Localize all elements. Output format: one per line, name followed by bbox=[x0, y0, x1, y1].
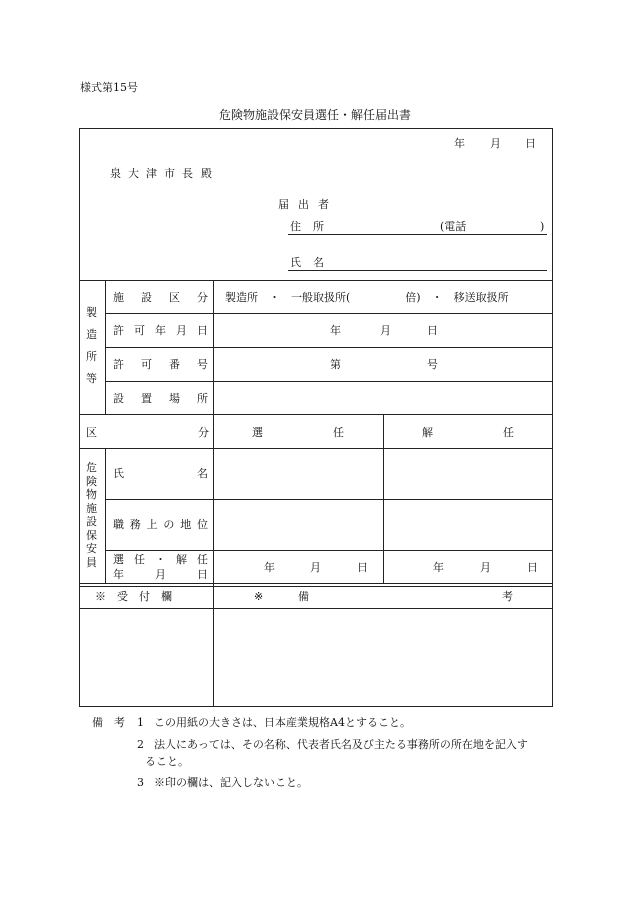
note-2-text: 法人にあっては、その名称、代表者氏名及び主たる事務所の所在地を記入す bbox=[154, 738, 528, 751]
note-3-number: 3 bbox=[137, 776, 144, 789]
classification-label: 施 設 区 分 bbox=[113, 291, 208, 304]
note-2-number: 2 bbox=[137, 738, 144, 751]
remarks-label-2: 考 bbox=[502, 590, 513, 603]
permit-number-label: 許 可 番 号 bbox=[113, 358, 208, 371]
division-label-left: 区 bbox=[86, 426, 97, 439]
reception-label: ※ 受 付 欄 bbox=[95, 590, 172, 603]
note-3-text: ※印の欄は、記入しないこと。 bbox=[154, 776, 308, 789]
dismiss-year: 年 bbox=[433, 561, 444, 574]
notifier-label: 届出者 bbox=[278, 198, 338, 211]
permit-date-year: 年 bbox=[330, 324, 341, 337]
classification-value: 製造所 ・ 一般取扱所( 倍) ・ 移送取扱所 bbox=[225, 291, 509, 304]
address-label: 住所 bbox=[290, 220, 336, 233]
phone-label: (電話 bbox=[440, 220, 467, 233]
date-label-line1: 選 任 ・ 解 任 bbox=[113, 553, 208, 566]
name-label: 氏名 bbox=[290, 256, 336, 269]
honorific: 殿 bbox=[201, 167, 212, 180]
addressee: 泉大津市長 bbox=[110, 167, 200, 180]
division-label-right: 分 bbox=[198, 426, 209, 439]
permit-date-day: 日 bbox=[427, 324, 438, 337]
personnel-group-label: 危険物施設保安員 bbox=[86, 461, 97, 569]
permit-date-month: 月 bbox=[380, 324, 391, 337]
appointment-label: 選 任 bbox=[252, 426, 344, 439]
remarks-label: 備 bbox=[298, 590, 309, 603]
note-1-text: この用紙の大きさは、日本産業規格A4とすること。 bbox=[154, 716, 411, 729]
appoint-month: 月 bbox=[310, 561, 321, 574]
appoint-day: 日 bbox=[357, 561, 368, 574]
form-number: 様式第15号 bbox=[80, 81, 138, 94]
dismiss-month: 月 bbox=[480, 561, 491, 574]
dismiss-day: 日 bbox=[527, 561, 538, 574]
appoint-year: 年 bbox=[264, 561, 275, 574]
phone-close: ) bbox=[540, 220, 545, 233]
date-label-line2: 年 月 日 bbox=[113, 568, 208, 581]
position-label: 職 務 上 の 地 位 bbox=[113, 518, 208, 531]
date-month-label: 月 bbox=[490, 137, 501, 150]
location-label: 設 置 場 所 bbox=[113, 392, 208, 405]
date-day-label: 日 bbox=[525, 137, 536, 150]
permit-number-prefix: 第 bbox=[330, 358, 341, 371]
permit-date-label: 許 可 年 月 日 bbox=[113, 324, 208, 337]
page-title: 危険物施設保安員選任・解任届出書 bbox=[218, 108, 411, 122]
permit-number-suffix: 号 bbox=[427, 358, 438, 371]
facility-group-label: 製造所等 bbox=[86, 306, 97, 385]
remarks-mark: ※ bbox=[254, 590, 264, 603]
note-2-continuation: ること。 bbox=[145, 755, 189, 768]
person-name-label: 氏 名 bbox=[113, 467, 208, 480]
dismissal-label: 解 任 bbox=[422, 426, 514, 439]
note-1-number: 1 bbox=[137, 716, 144, 729]
date-year-label: 年 bbox=[454, 137, 465, 150]
notes-label: 備 考 bbox=[92, 716, 125, 729]
